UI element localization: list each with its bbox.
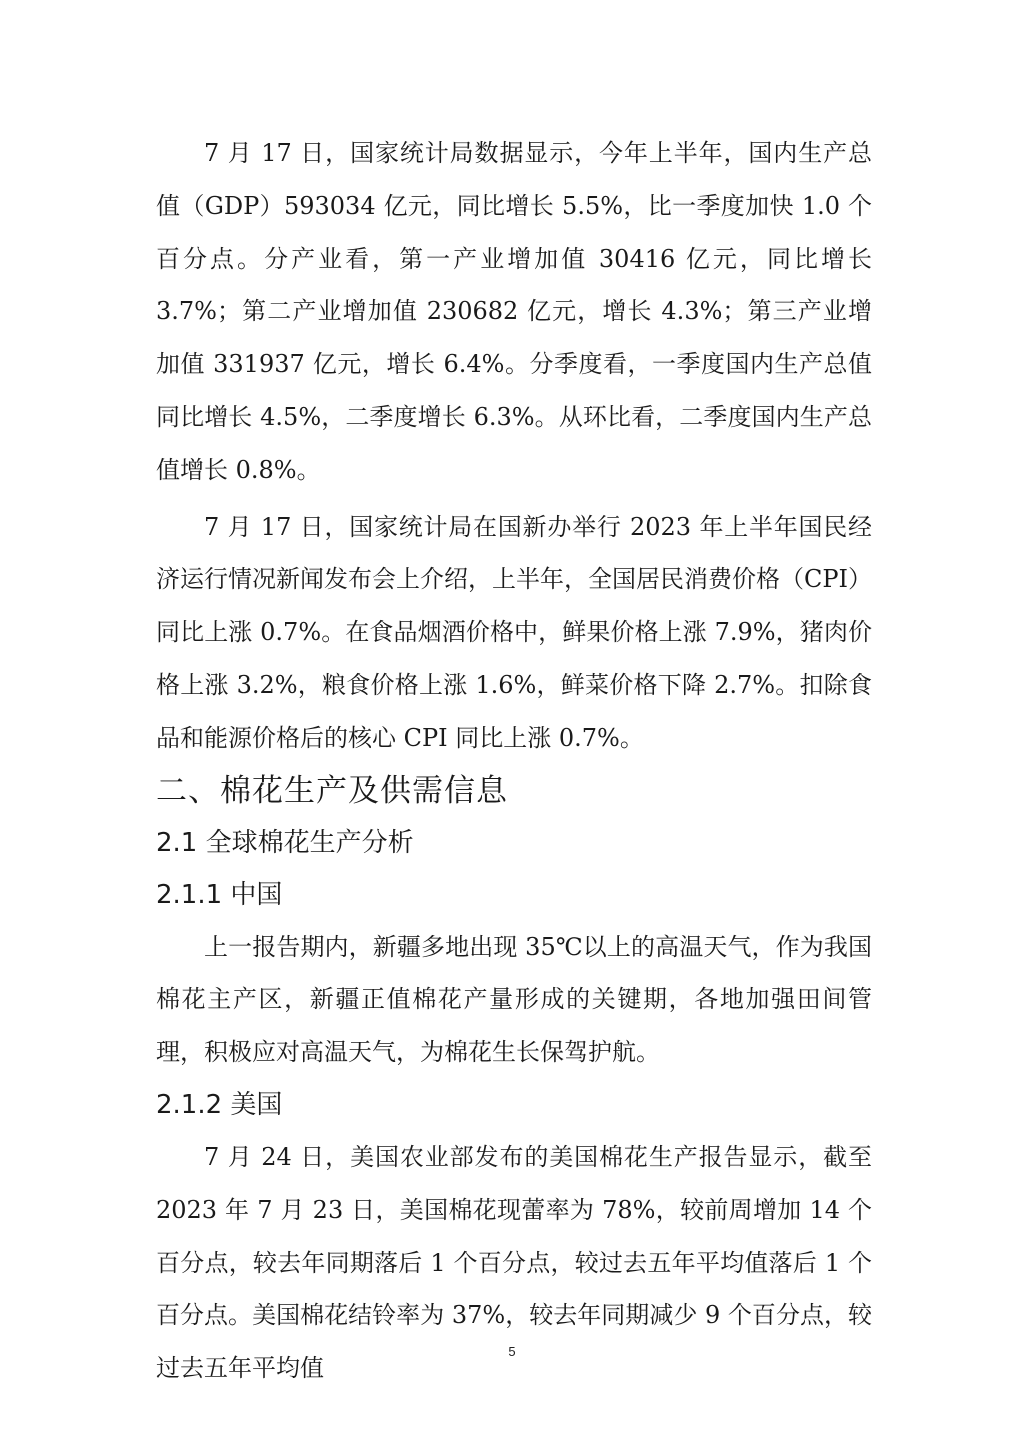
cpi-paragraph: 7 月 17 日，国家统计局在国新办举行 2023 年上半年国民经济运行情况新闻发布会上介绍，上半年，全国居民消费价格（CPI）同比上涨 0.7%。在食品烟酒价格中，鲜果价格上涨 7.9%，猪肉价格上涨 3.2%，粮食价格上涨 1.6%，鲜菜价格下降 2.7%。扣除食品和能源价格后的核心 CPI 同比上涨 0.7%。 [156, 512, 872, 752]
document-page [156, 127, 872, 1395]
gdp-paragraph: 7 月 17 日，国家统计局数据显示，今年上半年，国内生产总值（GDP）593034 亿元，同比增长 5.5%，比一季度加快 1.0 个百分点。分产业看，第一产业增加值 30416 亿元，同比增长 3.7%；第二产业增加值 230682 亿元，增长 4.3%；第三产业增加值 331937 亿元，增长 6.4%。分季度看，一季度国内生产总值同比增长 4.5%，二季度增长 6.3%。从环比看，二季度国内生产总值增长 0.8%。 [156, 139, 872, 484]
usa-heading: 2.1.2 美国 [156, 1089, 283, 1120]
subsection-heading: 2.1 全球棉花生产分析 [156, 827, 414, 858]
china-heading: 2.1.1 中国 [156, 879, 283, 910]
section-heading: 二、棉花生产及供需信息 [156, 772, 508, 809]
china-paragraph: 上一报告期内，新疆多地出现 35℃以上的高温天气，作为我国棉花主产区，新疆正值棉花产量形成的关键期，各地加强田间管理，积极应对高温天气，为棉花生长保驾护航。 [156, 932, 872, 1067]
usa-paragraph: 7 月 24 日，美国农业部发布的美国棉花生产报告显示，截至 2023 年 7 月 23 日，美国棉花现蕾率为 78%，较前周增加 14 个百分点，较去年同期落后 1 个百分点，较过去五年平均值落后 1 个百分点。美国棉花结铃率为 37%，较去年同期减少 9 个百分点，较过去五年平均值 [156, 1142, 872, 1383]
page-number: 5 [508, 1344, 516, 1359]
